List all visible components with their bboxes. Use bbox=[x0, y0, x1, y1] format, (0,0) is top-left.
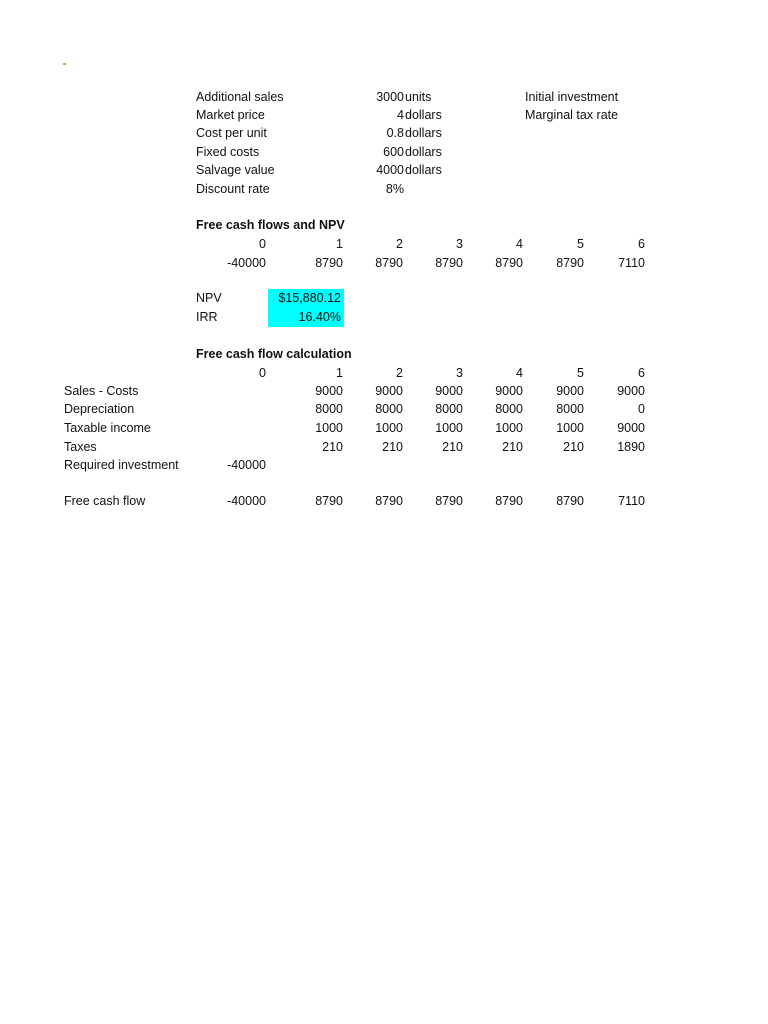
year-header[interactable]: 5 bbox=[577, 366, 584, 380]
calc-cell[interactable] bbox=[196, 439, 266, 455]
calc-cell[interactable]: 9000 bbox=[617, 421, 645, 435]
calc-cell[interactable] bbox=[270, 457, 343, 473]
calc-cell[interactable]: 8000 bbox=[375, 402, 403, 416]
year-header[interactable]: 2 bbox=[396, 366, 403, 380]
input-label[interactable]: Discount rate bbox=[196, 182, 270, 196]
row-label[interactable]: Required investment bbox=[64, 458, 179, 472]
cash-flow-cell[interactable]: 8790 bbox=[495, 256, 523, 270]
calc-cell[interactable] bbox=[196, 383, 266, 399]
row-label[interactable]: Taxable income bbox=[64, 421, 151, 435]
calc-cell[interactable]: 8000 bbox=[495, 402, 523, 416]
year-header[interactable]: 4 bbox=[516, 366, 523, 380]
calc-cell[interactable]: 8790 bbox=[556, 494, 584, 508]
irr-value[interactable]: 16.40% bbox=[298, 310, 341, 324]
calc-cell[interactable]: 1000 bbox=[375, 421, 403, 435]
input-value[interactable]: 0.8 bbox=[386, 126, 404, 140]
year-header[interactable]: 3 bbox=[456, 366, 463, 380]
calc-cell[interactable]: 0 bbox=[638, 402, 645, 416]
input-value[interactable]: 600 bbox=[383, 145, 404, 159]
input-label[interactable]: Cost per unit bbox=[196, 126, 267, 140]
calc-cell[interactable]: 210 bbox=[382, 440, 403, 454]
calc-cell[interactable]: 210 bbox=[563, 440, 584, 454]
calc-cell[interactable]: 1000 bbox=[315, 421, 343, 435]
npv-value[interactable]: $15,880.12 bbox=[278, 291, 341, 305]
calc-cell[interactable]: 8000 bbox=[435, 402, 463, 416]
fcf-npv-title[interactable]: Free cash flows and NPV bbox=[196, 218, 345, 232]
calc-cell[interactable]: 8000 bbox=[556, 402, 584, 416]
calc-cell[interactable]: 9000 bbox=[375, 384, 403, 398]
row-label[interactable]: Free cash flow bbox=[64, 494, 146, 508]
calc-cell[interactable]: 8790 bbox=[315, 494, 343, 508]
row-label[interactable]: Depreciation bbox=[64, 402, 135, 416]
calc-cell[interactable]: -40000 bbox=[227, 494, 266, 508]
input-unit[interactable]: dollars bbox=[405, 145, 442, 159]
input-value[interactable]: 8% bbox=[385, 182, 404, 196]
calc-cell[interactable] bbox=[525, 457, 584, 473]
side-label-marginal-tax-rate[interactable]: Marginal tax rate bbox=[525, 108, 619, 122]
calc-cell[interactable]: 210 bbox=[442, 440, 463, 454]
calc-cell[interactable]: 1890 bbox=[617, 440, 645, 454]
row-label[interactable]: Taxes bbox=[64, 440, 97, 454]
input-unit[interactable]: dollars bbox=[405, 163, 442, 177]
year-header[interactable]: 3 bbox=[456, 237, 463, 251]
calc-cell[interactable]: 9000 bbox=[556, 384, 584, 398]
npv-label[interactable]: NPV bbox=[196, 291, 222, 305]
calc-cell[interactable]: 8790 bbox=[435, 494, 463, 508]
calc-title[interactable]: Free cash flow calculation bbox=[196, 347, 352, 361]
input-label[interactable]: Market price bbox=[196, 108, 265, 122]
input-label[interactable]: Salvage value bbox=[196, 163, 275, 177]
calc-cell[interactable]: 8790 bbox=[375, 494, 403, 508]
calc-cell[interactable]: 1000 bbox=[495, 421, 523, 435]
year-header[interactable]: 2 bbox=[396, 237, 403, 251]
year-header[interactable]: 5 bbox=[577, 237, 584, 251]
calc-cell[interactable]: 8790 bbox=[495, 494, 523, 508]
calc-cell[interactable]: 8000 bbox=[315, 402, 343, 416]
calc-cell[interactable] bbox=[196, 401, 266, 417]
input-value[interactable]: 4000 bbox=[376, 163, 404, 177]
input-unit[interactable]: units bbox=[405, 90, 432, 104]
input-unit[interactable]: dollars bbox=[405, 126, 442, 140]
calc-cell[interactable]: 9000 bbox=[617, 384, 645, 398]
input-unit[interactable]: dollars bbox=[405, 108, 442, 122]
year-header[interactable]: 6 bbox=[638, 366, 645, 380]
calc-cell[interactable]: 210 bbox=[322, 440, 343, 454]
calc-cell[interactable]: 7110 bbox=[618, 494, 645, 508]
cash-flow-cell[interactable]: 8790 bbox=[556, 256, 584, 270]
year-header[interactable]: 4 bbox=[516, 237, 523, 251]
calc-cell[interactable]: 9000 bbox=[315, 384, 343, 398]
cash-flow-cell[interactable]: 8790 bbox=[375, 256, 403, 270]
row-label[interactable]: Sales - Costs bbox=[64, 384, 139, 398]
year-header[interactable]: 0 bbox=[259, 366, 266, 380]
input-label[interactable]: Additional sales bbox=[196, 90, 284, 104]
year-header[interactable]: 0 bbox=[259, 237, 266, 251]
year-header[interactable]: 1 bbox=[336, 237, 343, 251]
calc-cell[interactable]: 9000 bbox=[435, 384, 463, 398]
calc-cell[interactable] bbox=[196, 420, 266, 436]
calc-cell[interactable]: 1000 bbox=[435, 421, 463, 435]
calc-cell[interactable] bbox=[586, 457, 645, 473]
side-label-initial-investment[interactable]: Initial investment bbox=[525, 90, 619, 104]
calc-cell[interactable]: 1000 bbox=[556, 421, 584, 435]
cash-flow-cell[interactable]: 8790 bbox=[435, 256, 463, 270]
calc-cell[interactable]: 9000 bbox=[495, 384, 523, 398]
year-header[interactable]: 1 bbox=[336, 366, 343, 380]
cash-flow-cell[interactable]: 7110 bbox=[618, 256, 645, 270]
calc-cell[interactable]: 210 bbox=[502, 440, 523, 454]
year-header[interactable]: 6 bbox=[638, 237, 645, 251]
input-value[interactable]: 3000 bbox=[376, 90, 404, 104]
calc-cell[interactable] bbox=[345, 457, 403, 473]
cash-flow-cell[interactable]: -40000 bbox=[227, 256, 266, 270]
irr-label[interactable]: IRR bbox=[196, 310, 218, 324]
calc-cell[interactable]: -40000 bbox=[227, 458, 266, 472]
cell-marker bbox=[63, 63, 66, 65]
input-value[interactable]: 4 bbox=[397, 108, 404, 122]
calc-cell[interactable] bbox=[465, 457, 523, 473]
input-label[interactable]: Fixed costs bbox=[196, 145, 260, 159]
calc-cell[interactable] bbox=[405, 457, 463, 473]
cash-flow-cell[interactable]: 8790 bbox=[315, 256, 343, 270]
